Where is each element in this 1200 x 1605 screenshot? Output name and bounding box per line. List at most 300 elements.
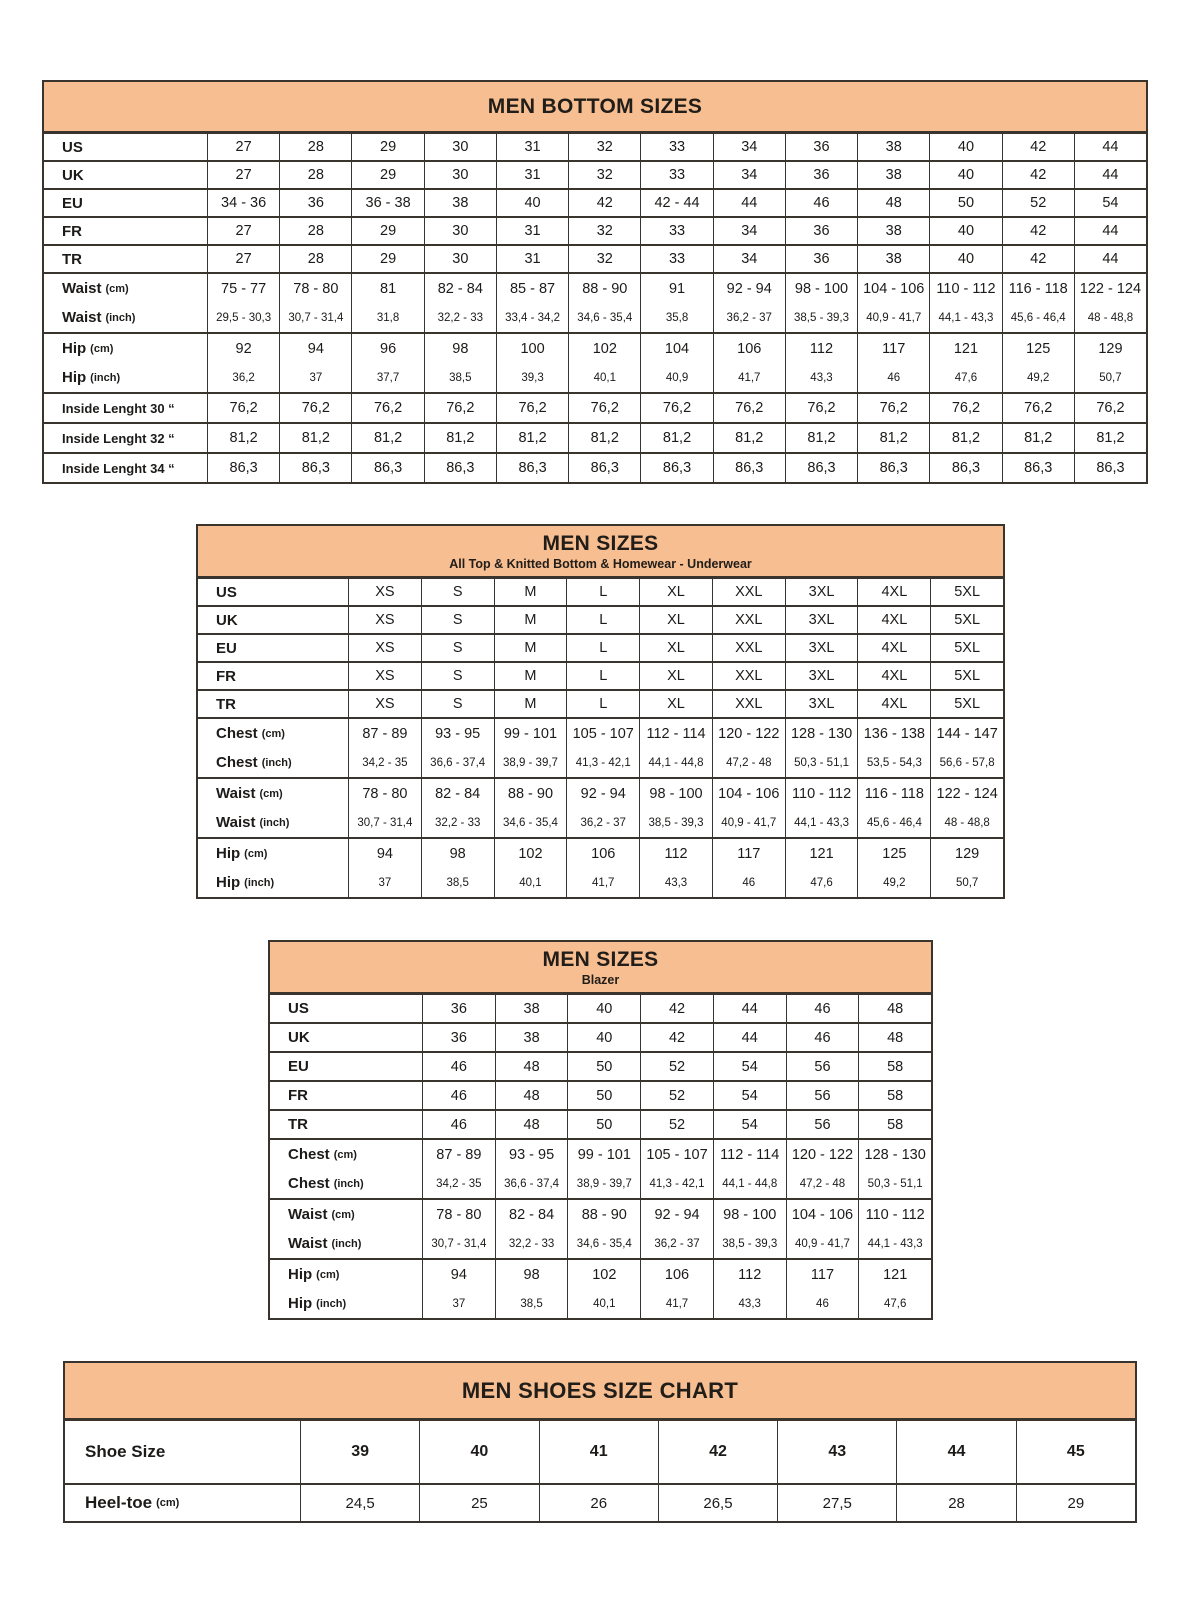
- row-label-text: FR: [62, 222, 82, 240]
- row-group: [198, 661, 1003, 689]
- size-cell: 41,3 - 42,1: [566, 748, 639, 777]
- size-cell: 28: [279, 134, 351, 160]
- row-label-unit: (cm): [259, 787, 283, 800]
- row-label-unit: (inch): [259, 816, 290, 829]
- size-cell: 31: [496, 162, 568, 188]
- row-label: [44, 363, 207, 392]
- size-cell: 43: [777, 1421, 896, 1483]
- table-row: [198, 607, 1003, 633]
- size-cell: 82 - 84: [495, 1200, 568, 1229]
- row-label-text: Waist: [62, 280, 102, 297]
- size-cell: 40: [929, 134, 1001, 160]
- row-label-unit: (cm): [316, 1268, 340, 1281]
- size-cell: 37: [348, 868, 421, 897]
- size-cell: 110 - 112: [785, 779, 858, 808]
- size-cell: 129: [930, 839, 1003, 868]
- size-cell: M: [494, 579, 567, 605]
- size-cell: 121: [785, 839, 858, 868]
- table-row: [198, 839, 1003, 868]
- row-label-text: Waist: [288, 1235, 328, 1252]
- row-label-text: EU: [62, 194, 83, 212]
- size-cell: 54: [1074, 190, 1146, 216]
- size-cell: 40,9 - 41,7: [857, 303, 929, 332]
- row-group: [44, 332, 1146, 392]
- size-cell: 29,5 - 30,3: [207, 303, 279, 332]
- size-cell: 81,2: [351, 424, 423, 452]
- row-group: [198, 689, 1003, 717]
- size-cell: 46: [712, 868, 785, 897]
- size-cell: 4XL: [857, 691, 930, 717]
- row-label-unit: (inch): [333, 1177, 364, 1190]
- size-cell: 39: [300, 1421, 419, 1483]
- size-cell: 29: [351, 162, 423, 188]
- table-row: [198, 691, 1003, 717]
- size-cell: S: [421, 635, 494, 661]
- table-row: [198, 779, 1003, 808]
- table-row: [44, 363, 1146, 392]
- table-header: [65, 1363, 1135, 1421]
- size-cell: 50,3 - 51,1: [858, 1169, 931, 1198]
- size-cell: 56: [786, 1111, 859, 1138]
- size-cell: XS: [348, 579, 421, 605]
- size-cell: 112 - 114: [713, 1140, 786, 1169]
- size-cell: XL: [639, 691, 712, 717]
- row-label: [44, 303, 207, 332]
- row-label-text: TR: [288, 1116, 308, 1133]
- row-group: [44, 272, 1146, 332]
- size-cell: 38: [857, 162, 929, 188]
- size-cell: 76,2: [351, 394, 423, 422]
- size-cell: 76,2: [713, 394, 785, 422]
- table-subtitle: All Top & Knitted Bottom & Homewear - Underwear: [449, 556, 752, 571]
- size-cell: 5XL: [930, 579, 1003, 605]
- size-cell: 125: [1002, 334, 1074, 363]
- size-cell: S: [421, 607, 494, 633]
- size-cell: 98 - 100: [639, 779, 712, 808]
- row-label-unit: (cm): [331, 1208, 355, 1221]
- table-row: [270, 1111, 931, 1138]
- row-label: [270, 995, 422, 1022]
- size-cell: 27: [207, 246, 279, 272]
- size-cell: 34: [713, 134, 785, 160]
- table-row: [198, 868, 1003, 897]
- size-cell: 39,3: [496, 363, 568, 392]
- size-cell: 81,2: [713, 424, 785, 452]
- row-group: [198, 579, 1003, 605]
- size-cell: 110 - 112: [929, 274, 1001, 303]
- size-cell: 56,6 - 57,8: [930, 748, 1003, 777]
- size-cell: 40: [567, 1024, 640, 1051]
- size-cell: 36: [785, 246, 857, 272]
- row-label: [65, 1421, 300, 1483]
- size-cell: 102: [568, 334, 640, 363]
- size-cell: 42: [640, 995, 713, 1022]
- table-row: [270, 1140, 931, 1169]
- size-cell: 86,3: [207, 454, 279, 482]
- size-cell: 50: [929, 190, 1001, 216]
- size-cell: 46: [786, 995, 859, 1022]
- size-cell: 46: [785, 190, 857, 216]
- row-label-text: Waist: [288, 1206, 328, 1223]
- size-cell: 88 - 90: [567, 1200, 640, 1229]
- row-label: [198, 579, 348, 605]
- row-group: [270, 1109, 931, 1138]
- row-label: [44, 218, 207, 244]
- row-label: [270, 1024, 422, 1051]
- size-cell: 28: [896, 1485, 1015, 1521]
- size-cell: 36,2: [207, 363, 279, 392]
- size-cell: 44: [713, 190, 785, 216]
- size-cell: 120 - 122: [712, 719, 785, 748]
- size-cell: XL: [639, 607, 712, 633]
- size-cell: 44: [713, 1024, 786, 1051]
- row-label: [270, 1169, 422, 1198]
- row-label-text: US: [288, 1000, 309, 1017]
- size-cell: 34: [713, 162, 785, 188]
- row-label: [65, 1485, 300, 1521]
- table-row: [44, 246, 1146, 272]
- size-cell: 76,2: [496, 394, 568, 422]
- row-label: [44, 134, 207, 160]
- row-label-unit: (inch): [90, 371, 121, 384]
- size-cell: 125: [857, 839, 930, 868]
- size-cell: 42: [640, 1024, 713, 1051]
- size-cell: 98: [495, 1260, 568, 1289]
- size-cell: 52: [640, 1111, 713, 1138]
- size-cell: 98: [421, 839, 494, 868]
- size-cell: 24,5: [300, 1485, 419, 1521]
- size-cell: 86,3: [929, 454, 1001, 482]
- size-cell: 98 - 100: [785, 274, 857, 303]
- size-cell: 40: [929, 218, 1001, 244]
- row-label-text: FR: [216, 667, 236, 685]
- row-label-unit: (inch): [244, 876, 275, 889]
- size-cell: 116 - 118: [1002, 274, 1074, 303]
- size-cell: 50,3 - 51,1: [785, 748, 858, 777]
- size-cell: 37,7: [351, 363, 423, 392]
- row-label: [198, 719, 348, 748]
- row-label: [198, 868, 348, 897]
- size-cell: 99 - 101: [494, 719, 567, 748]
- size-cell: 78 - 80: [422, 1200, 495, 1229]
- size-cell: M: [494, 635, 567, 661]
- table-row: [44, 190, 1146, 216]
- size-cell: 42: [658, 1421, 777, 1483]
- row-label-text: Chest: [288, 1175, 330, 1192]
- size-cell: 32: [568, 162, 640, 188]
- row-label-text: TR: [216, 695, 236, 713]
- size-cell: 44: [1074, 134, 1146, 160]
- row-label-unit: (inch): [261, 756, 292, 769]
- men-bottom-sizes-table: [42, 80, 1148, 484]
- size-cell: 33: [640, 246, 712, 272]
- size-cell: 42: [1002, 246, 1074, 272]
- size-cell: 82 - 84: [421, 779, 494, 808]
- table-title: MEN SHOES SIZE CHART: [461, 1377, 739, 1403]
- size-cell: 30: [424, 134, 496, 160]
- row-label-unit: (inch): [316, 1297, 347, 1310]
- table-row: [44, 134, 1146, 160]
- size-cell: 36: [279, 190, 351, 216]
- size-cell: 94: [348, 839, 421, 868]
- size-cell: 81,2: [568, 424, 640, 452]
- size-cell: 36,2 - 37: [713, 303, 785, 332]
- table-body: [198, 579, 1003, 897]
- row-label-unit: (cm): [261, 727, 285, 740]
- size-cell: 4XL: [857, 635, 930, 661]
- size-cell: 117: [786, 1260, 859, 1289]
- size-cell: 33: [640, 162, 712, 188]
- row-label-text: Chest: [216, 725, 258, 742]
- size-cell: XS: [348, 607, 421, 633]
- table-row: [65, 1485, 1135, 1521]
- row-label: [44, 424, 207, 452]
- size-cell: 36 - 38: [351, 190, 423, 216]
- size-cell: 53,5 - 54,3: [857, 748, 930, 777]
- size-cell: 42: [1002, 218, 1074, 244]
- size-cell: 26,5: [658, 1485, 777, 1521]
- row-group: [270, 1198, 931, 1258]
- row-group: [65, 1421, 1135, 1483]
- row-label: [198, 635, 348, 661]
- size-cell: L: [566, 663, 639, 689]
- size-cell: 36,6 - 37,4: [421, 748, 494, 777]
- size-cell: 37: [422, 1289, 495, 1318]
- size-cell: 112: [639, 839, 712, 868]
- size-cell: 92: [207, 334, 279, 363]
- size-cell: 46: [786, 1289, 859, 1318]
- size-cell: 27: [207, 218, 279, 244]
- size-cell: XXL: [712, 635, 785, 661]
- size-cell: 110 - 112: [858, 1200, 931, 1229]
- size-cell: 46: [422, 1053, 495, 1080]
- size-cell: 41,7: [640, 1289, 713, 1318]
- size-cell: 86,3: [1002, 454, 1074, 482]
- size-cell: 36,2 - 37: [640, 1229, 713, 1258]
- size-cell: 112: [713, 1260, 786, 1289]
- row-group: [44, 134, 1146, 160]
- size-cell: 33: [640, 218, 712, 244]
- size-cell: 5XL: [930, 691, 1003, 717]
- size-cell: 46: [422, 1082, 495, 1109]
- size-cell: XL: [639, 579, 712, 605]
- size-cell: 50: [567, 1082, 640, 1109]
- row-label-text: US: [216, 583, 237, 601]
- size-cell: 49,2: [857, 868, 930, 897]
- size-cell: 54: [713, 1082, 786, 1109]
- row-label-unit: (inch): [105, 311, 136, 324]
- row-label: [270, 1289, 422, 1318]
- size-cell: 48 - 48,8: [1074, 303, 1146, 332]
- table-row: [270, 1289, 931, 1318]
- table-row: [198, 808, 1003, 837]
- size-cell: 40: [567, 995, 640, 1022]
- row-label: [270, 1200, 422, 1229]
- row-label: [44, 334, 207, 363]
- table-row: [270, 1024, 931, 1051]
- size-cell: 44,1 - 44,8: [639, 748, 712, 777]
- size-cell: 29: [1016, 1485, 1135, 1521]
- size-cell: 81,2: [207, 424, 279, 452]
- size-cell: 34,6 - 35,4: [494, 808, 567, 837]
- row-group: [198, 717, 1003, 777]
- size-cell: 34 - 36: [207, 190, 279, 216]
- table-row: [44, 162, 1146, 188]
- size-cell: XXL: [712, 579, 785, 605]
- size-cell: 27,5: [777, 1485, 896, 1521]
- size-cell: 44: [1074, 246, 1146, 272]
- row-label: [44, 190, 207, 216]
- size-cell: 86,3: [568, 454, 640, 482]
- size-cell: 85 - 87: [496, 274, 568, 303]
- row-label: [270, 1082, 422, 1109]
- size-cell: 40,9 - 41,7: [786, 1229, 859, 1258]
- row-label-text: Hip: [216, 874, 241, 891]
- row-group: [270, 1258, 931, 1318]
- size-cell: 46: [786, 1024, 859, 1051]
- size-cell: 78 - 80: [348, 779, 421, 808]
- size-cell: 52: [1002, 190, 1074, 216]
- size-cell: 100: [496, 334, 568, 363]
- size-cell: 106: [566, 839, 639, 868]
- size-cell: S: [421, 691, 494, 717]
- table-body: [65, 1421, 1135, 1521]
- size-cell: 47,2 - 48: [786, 1169, 859, 1198]
- size-cell: 44,1 - 43,3: [929, 303, 1001, 332]
- table-row: [65, 1421, 1135, 1483]
- size-cell: 86,3: [351, 454, 423, 482]
- size-cell: 38: [495, 995, 568, 1022]
- size-cell: 106: [713, 334, 785, 363]
- row-label-text: Inside Lenght 30 “: [62, 400, 175, 416]
- size-cell: 40: [929, 162, 1001, 188]
- row-group: [270, 1022, 931, 1051]
- size-cell: 81,2: [424, 424, 496, 452]
- size-cell: 58: [858, 1082, 931, 1109]
- table-row: [44, 454, 1146, 482]
- row-label-unit: (cm): [244, 847, 268, 860]
- size-cell: 36: [422, 1024, 495, 1051]
- row-label: [198, 808, 348, 837]
- row-label: [198, 607, 348, 633]
- size-cell: 48 - 48,8: [930, 808, 1003, 837]
- row-label: [44, 246, 207, 272]
- size-cell: 46: [857, 363, 929, 392]
- row-label-text: Hip: [288, 1295, 313, 1312]
- size-cell: 30: [424, 246, 496, 272]
- size-cell: 29: [351, 246, 423, 272]
- size-cell: 40: [929, 246, 1001, 272]
- size-cell: 56: [786, 1082, 859, 1109]
- size-cell: 129: [1074, 334, 1146, 363]
- table-row: [270, 1053, 931, 1080]
- size-cell: 30: [424, 162, 496, 188]
- size-cell: 47,6: [858, 1289, 931, 1318]
- row-label: [198, 779, 348, 808]
- size-cell: 76,2: [1002, 394, 1074, 422]
- size-cell: 54: [713, 1053, 786, 1080]
- size-cell: 50: [567, 1111, 640, 1138]
- size-cell: 3XL: [785, 607, 858, 633]
- men-shoes-size-table: [63, 1361, 1137, 1523]
- table-row: [44, 274, 1146, 303]
- size-cell: 98 - 100: [713, 1200, 786, 1229]
- size-cell: 116 - 118: [857, 779, 930, 808]
- size-cell: 41,7: [566, 868, 639, 897]
- table-row: [198, 635, 1003, 661]
- table-row: [198, 663, 1003, 689]
- size-cell: 48: [858, 1024, 931, 1051]
- size-cell: 3XL: [785, 663, 858, 689]
- table-row: [270, 1260, 931, 1289]
- table-row: [270, 1229, 931, 1258]
- size-cell: 76,2: [929, 394, 1001, 422]
- size-cell: 40,1: [494, 868, 567, 897]
- row-group: [44, 422, 1146, 452]
- size-cell: 36,6 - 37,4: [495, 1169, 568, 1198]
- size-cell: 25: [419, 1485, 538, 1521]
- row-group: [44, 188, 1146, 216]
- row-label-text: EU: [288, 1058, 309, 1075]
- size-cell: 81,2: [785, 424, 857, 452]
- size-cell: 128 - 130: [858, 1140, 931, 1169]
- size-cell: XS: [348, 663, 421, 689]
- size-cell: 38,5: [421, 868, 494, 897]
- size-cell: 76,2: [640, 394, 712, 422]
- size-cell: 38,5: [495, 1289, 568, 1318]
- size-cell: 96: [351, 334, 423, 363]
- size-cell: 38,5 - 39,3: [713, 1229, 786, 1258]
- size-cell: XXL: [712, 691, 785, 717]
- size-cell: 34: [713, 246, 785, 272]
- size-cell: 41: [539, 1421, 658, 1483]
- size-cell: 32: [568, 218, 640, 244]
- size-cell: 50,7: [1074, 363, 1146, 392]
- row-label-text: Waist: [216, 785, 256, 802]
- size-cell: 31: [496, 134, 568, 160]
- size-cell: 86,3: [424, 454, 496, 482]
- row-label-text: UK: [288, 1029, 310, 1046]
- size-cell: 27: [207, 162, 279, 188]
- size-cell: 122 - 124: [930, 779, 1003, 808]
- size-cell: 121: [929, 334, 1001, 363]
- size-cell: 122 - 124: [1074, 274, 1146, 303]
- size-cell: 94: [279, 334, 351, 363]
- size-cell: 52: [640, 1082, 713, 1109]
- row-label: [44, 394, 207, 422]
- size-cell: 76,2: [857, 394, 929, 422]
- row-label-text: UK: [216, 611, 238, 629]
- table-body: [270, 995, 931, 1318]
- size-cell: 82 - 84: [424, 274, 496, 303]
- row-label-text: Shoe Size: [85, 1442, 166, 1461]
- size-cell: 76,2: [568, 394, 640, 422]
- size-cell: 29: [351, 218, 423, 244]
- size-cell: 31: [496, 218, 568, 244]
- row-label: [44, 454, 207, 482]
- size-cell: 42: [1002, 134, 1074, 160]
- size-cell: XL: [639, 635, 712, 661]
- table-row: [270, 1082, 931, 1109]
- size-cell: 38,5 - 39,3: [785, 303, 857, 332]
- size-cell: 3XL: [785, 635, 858, 661]
- row-label: [270, 1053, 422, 1080]
- row-group: [44, 160, 1146, 188]
- size-cell: 88 - 90: [568, 274, 640, 303]
- size-cell: 35,8: [640, 303, 712, 332]
- row-label-text: Hip: [288, 1266, 313, 1283]
- size-cell: 29: [351, 134, 423, 160]
